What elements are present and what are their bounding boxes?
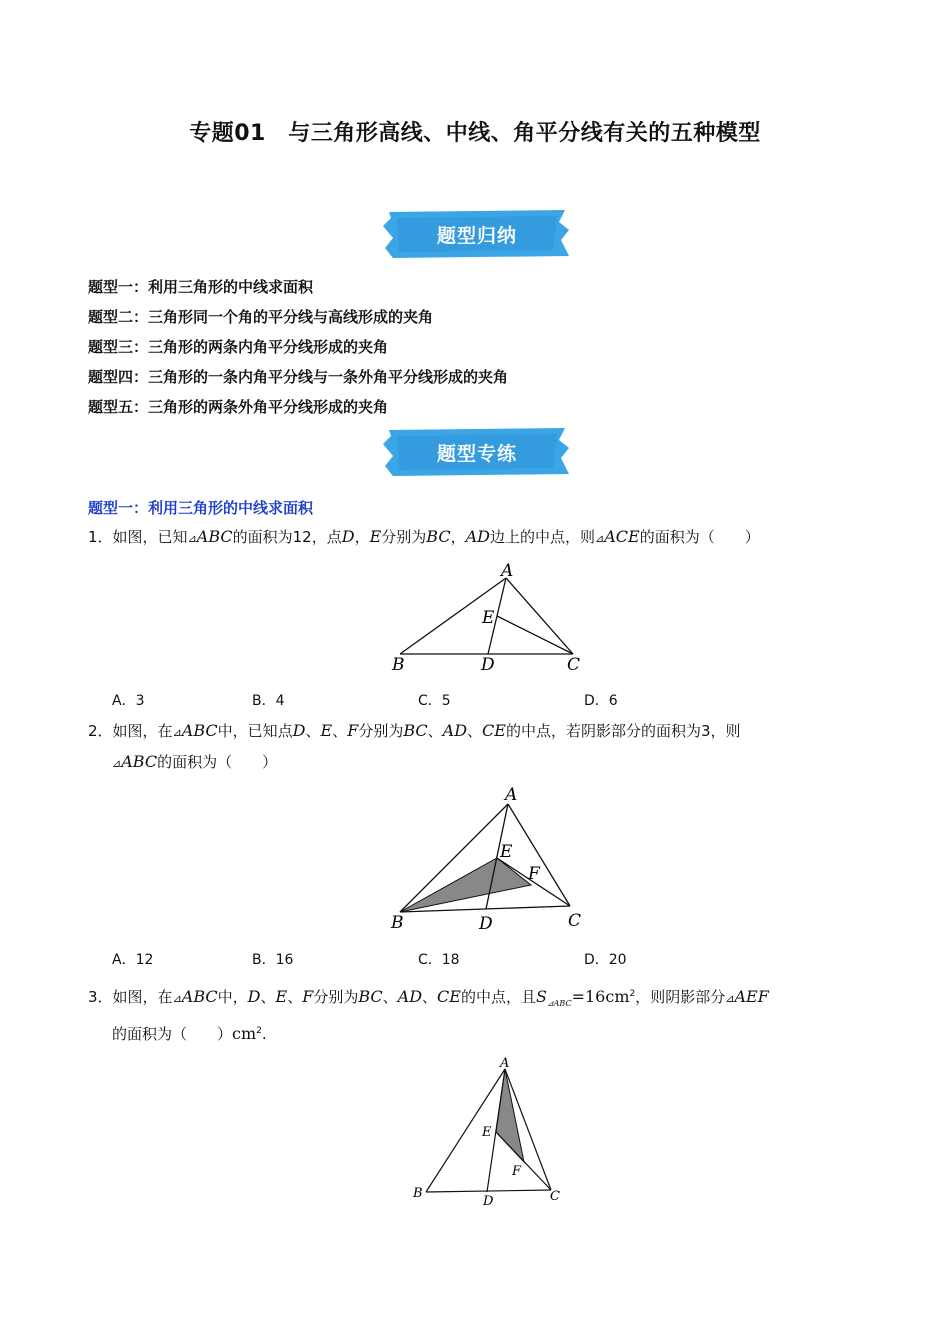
type-item-2: 题型二：三角形同一个角的平分线与高线形成的夹角 [88,308,434,326]
question-2: 2．如图，在⊿ABC中，已知点D、E、F分别为BC、AD、CE的中点，若阴影部分的面积为3，则 [88,721,741,740]
label-B: B [413,1186,423,1201]
label-F: F [512,1164,522,1179]
label-D: D [483,1194,494,1209]
option-c[interactable]: C．18 [418,952,460,968]
label-E: E [482,1125,492,1140]
option-a[interactable]: A．12 [112,952,154,968]
question-number: 2． [88,722,113,740]
label-A: A [501,561,514,581]
banner-label: 题型归纳 [436,225,517,247]
banner-type-summary [383,210,571,258]
option-d[interactable]: D．6 [584,693,618,709]
label-C: C [550,1189,560,1204]
option-c[interactable]: C．5 [418,693,451,709]
figure-q1 [390,558,590,678]
question-3: 3．如图，在⊿ABC中，D、E、F分别为BC、AD、CE的中点，且$S_{⊿ABC}=16cm^2$，则阴影部分⊿AEF [88,987,769,1008]
figure-q2 [388,782,598,937]
label-D: D [481,655,495,675]
option-b[interactable]: B．16 [252,952,294,968]
label-A: A [505,785,518,805]
label-B: B [392,655,405,675]
figure-q3 [408,1052,568,1212]
label-C: C [567,655,581,675]
triangle-symbol: ⊿ [187,532,197,545]
question-1: 1．如图，已知⊿ABC的面积为12，点D，E分别为BC，AD边上的中点，则⊿ACE的面积为（ ） [88,527,760,546]
question-3-line2: 的面积为（ ）$cm^2$. [112,1024,267,1043]
question-number: 3． [88,988,113,1006]
shaded-region [400,858,531,912]
type-item-5: 题型五：三角形的两条外角平分线形成的夹角 [88,398,389,416]
label-E: E [482,608,495,628]
type-item-3: 题型三：三角形的两条内角平分线形成的夹角 [88,338,389,356]
label-B: B [391,913,404,933]
label-A: A [500,1056,510,1071]
option-a[interactable]: A．3 [112,693,145,709]
page-title: 专题01 与三角形高线、中线、角平分线有关的五种模型 [189,121,761,146]
banner-type-practice [383,428,571,476]
question-number: 1． [88,528,113,546]
section-title: 题型一：利用三角形的中线求面积 [88,499,314,517]
type-item-4: 题型四：三角形的一条内角平分线与一条外角平分线形成的夹角 [88,368,509,386]
label-D: D [479,914,493,934]
option-d[interactable]: D．20 [584,952,627,968]
label-E: E [500,842,513,862]
option-b[interactable]: B．4 [252,693,285,709]
banner-label: 题型专练 [436,443,517,465]
question-2-line2: ⊿ABC的面积为（ ） [112,752,278,771]
label-F: F [528,864,540,884]
type-item-1: 题型一：利用三角形的中线求面积 [88,278,314,296]
label-C: C [568,911,582,931]
